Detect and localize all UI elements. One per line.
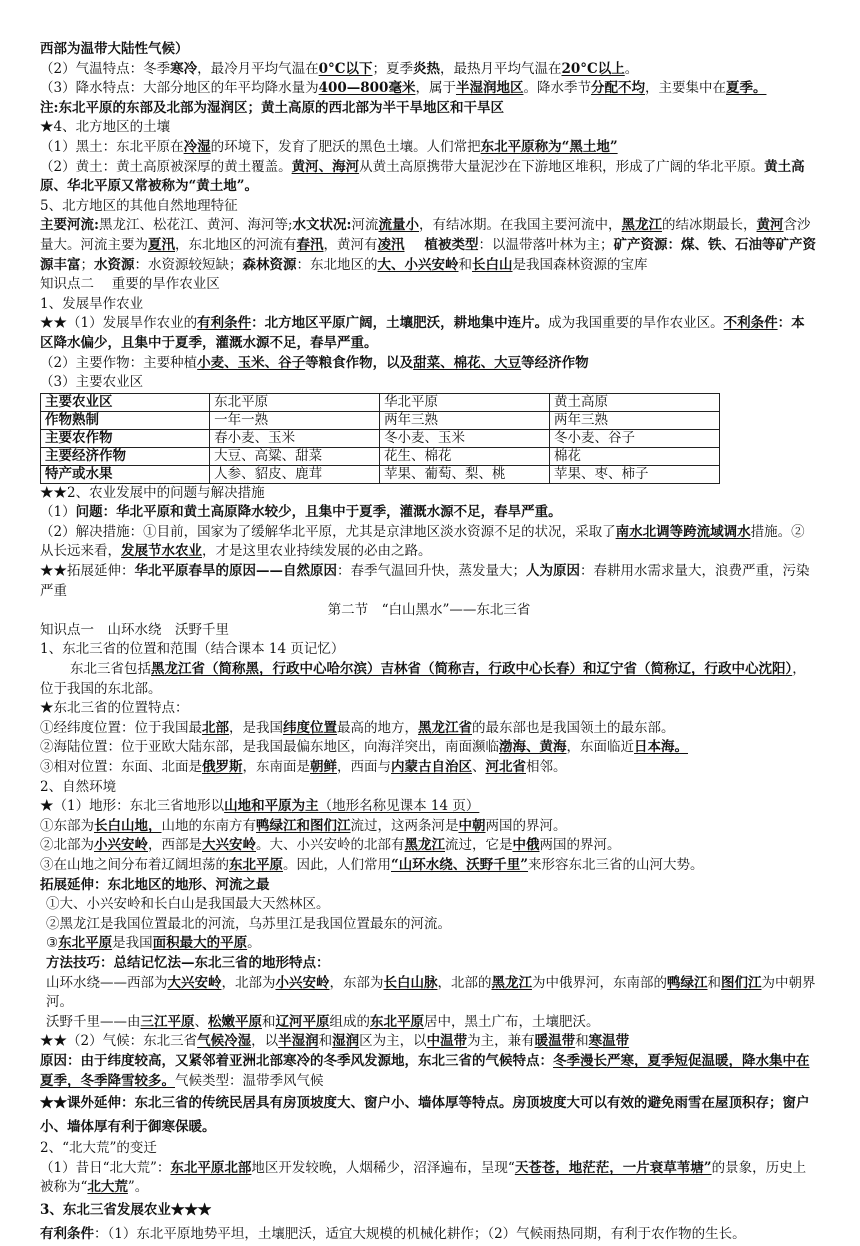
section-heading: 5、北方地区的其他自然地理特征 xyxy=(40,197,238,214)
text: 措施。②从长远来看， xyxy=(40,523,805,560)
table-cell: 一年一熟 xyxy=(210,411,380,429)
text-line xyxy=(40,797,818,817)
text: 河流 xyxy=(351,217,379,234)
text: 等经济作物 xyxy=(521,354,589,371)
text: 山地的东南方有 xyxy=(161,817,256,834)
table-cell: 冬小麦、谷子 xyxy=(550,429,720,447)
text: 为中俄界河，东南部的 xyxy=(532,974,667,991)
text: 俄罗斯 xyxy=(202,759,243,775)
text: ；夏季 xyxy=(372,60,413,77)
table-cell: 两年三熟 xyxy=(550,411,720,429)
text: ，东部为 xyxy=(329,974,384,991)
text: ★★拓展延伸： xyxy=(40,563,135,580)
text: 大兴安岭 xyxy=(202,837,256,854)
text: 黑龙江 xyxy=(621,217,663,234)
table-cell: 主要农作物 xyxy=(41,429,210,447)
text: 森林资源 xyxy=(242,256,297,273)
text: 春汛 xyxy=(296,236,324,253)
table-row xyxy=(41,465,720,483)
text-line xyxy=(40,974,818,1013)
text: 气候类型：温带季风气候 xyxy=(175,1072,324,1089)
text: 炎热 xyxy=(412,60,440,77)
text: 、 xyxy=(472,759,486,775)
text: 面积最大的平原 xyxy=(152,935,248,952)
table-cell: 主要农业区 xyxy=(41,393,210,411)
table-cell: 作物熟制 xyxy=(41,411,210,429)
text: 河北省 xyxy=(485,759,526,775)
table-cell: 春小麦、玉米 xyxy=(210,429,380,447)
text: 两国的界河。 xyxy=(539,837,621,854)
text: 内蒙古自治区 xyxy=(391,759,472,775)
text: 黑龙江 xyxy=(491,974,532,991)
text: ①经纬度位置：位于我国最 xyxy=(40,719,202,736)
text: 、 xyxy=(194,1013,208,1030)
table-row xyxy=(41,447,720,465)
text: 长白山 xyxy=(472,256,513,273)
text: 东北平原 xyxy=(58,935,113,952)
table-cell: 东北平原 xyxy=(210,393,380,411)
table-cell: 冬小麦、玉米 xyxy=(380,429,550,447)
text: 。降水季节 xyxy=(523,80,591,97)
section-title: 第二节 “白山黑水”——东北三省 xyxy=(327,602,531,619)
text: ：以温带落叶林为主； xyxy=(478,236,614,253)
text: 夏汛 xyxy=(148,236,175,253)
text-line xyxy=(40,523,818,562)
text: 三江平原 xyxy=(140,1013,195,1030)
text: 来形容东北三省的山河大势。 xyxy=(528,856,704,873)
text: 纬度位置 xyxy=(283,719,337,736)
text: 日本海。 xyxy=(634,739,688,756)
text: 从黄土高原携带大量泥沙在下游地区堆积，形成了广阔的华北平原。 xyxy=(359,158,765,175)
text: 鸭绿江和图们江 xyxy=(256,817,351,834)
text: （2）主要作物：主要种植 xyxy=(40,354,198,371)
text: 水文状况: xyxy=(292,217,352,234)
text: 最高的地方， xyxy=(337,719,418,736)
text: 相邻。 xyxy=(526,759,567,775)
text: 和 xyxy=(458,256,472,273)
text: ，位于我国的东北部。 xyxy=(40,661,806,697)
text: ③在山地之间分布着辽阔坦荡的 xyxy=(40,856,229,873)
text-line xyxy=(40,856,818,876)
text: 小兴安岭 xyxy=(94,837,148,854)
text: 的环境下，发育了肥沃的黑色土壤。人们常把 xyxy=(210,138,481,155)
text: ：水资源较短缺； xyxy=(134,256,243,273)
text: 山环水绕——西部为 xyxy=(46,974,168,991)
text-line: 注:东北平原的东部及北部为湿润区；黄土高原的西北部为半干旱地区和干旱区 xyxy=(40,99,504,116)
text: 不利条件 xyxy=(723,315,778,332)
text: 东北三省包括 xyxy=(70,661,151,678)
text: （地形名称见课本 14 页） xyxy=(318,798,480,815)
text: ③相对位置：东面、北面是 xyxy=(40,759,202,775)
text: 甜菜、棉花、大豆 xyxy=(413,354,522,371)
text: 是我国森林资源的宝库 xyxy=(512,256,648,273)
text-line xyxy=(40,1052,818,1091)
text: ，东北地区的河流有 xyxy=(175,236,297,253)
text-line xyxy=(40,314,818,353)
text: ，黄河有 xyxy=(323,236,378,253)
text: 。 xyxy=(624,60,639,77)
text: 天苍苍，地茫茫，一片衰草苇塘” xyxy=(514,1159,712,1176)
text: 组成的 xyxy=(329,1013,370,1030)
table-cell: 两年三熟 xyxy=(380,411,550,429)
text: 暖温带 xyxy=(534,1033,576,1050)
text: 黄土高原、华北平原又常被称为“黄土地”。 xyxy=(40,158,805,195)
text: （1）昔日“北大荒”： xyxy=(40,1159,171,1176)
text: ★★（2）气候：东北三省 xyxy=(40,1033,198,1050)
text-line xyxy=(40,934,818,954)
text: 成为我国重要的旱作农业区。 xyxy=(548,315,724,332)
text: ★（1）地形：东北三省地形以 xyxy=(40,798,225,815)
text: 东北平原北部 xyxy=(170,1159,252,1176)
text: 小麦、玉米、谷子 xyxy=(197,354,306,371)
text: ，西部是 xyxy=(148,837,202,854)
text: 鸭绿江 xyxy=(667,974,708,991)
table-cell: 花生、棉花 xyxy=(380,447,550,465)
text: （2）黄土：黄土高原被深厚的黄土覆盖。 xyxy=(40,158,292,175)
text-line: 拓展延伸：东北地区的地形、河流之最 xyxy=(40,876,270,893)
table-cell: 华北平原 xyxy=(380,393,550,411)
text: 辽河平原 xyxy=(275,1013,330,1030)
text: 的景象，历史上被称为“ xyxy=(40,1159,807,1196)
section-heading: 1、发展旱作农业 xyxy=(40,295,144,312)
text: ，是我国 xyxy=(229,719,283,736)
text: 南水北调等跨流域调水 xyxy=(615,523,751,540)
text: 半湿润 xyxy=(278,1033,319,1050)
text: 湿润 xyxy=(332,1033,360,1050)
text: ②北部为 xyxy=(40,837,94,854)
text-line xyxy=(40,216,818,275)
text: 。大、小兴安岭的北部有 xyxy=(256,837,405,854)
table-cell: 黄土高原 xyxy=(550,393,720,411)
text: 冬季漫长严寒，夏季短促温暖，降水集中在夏季，冬季降雪较多。 xyxy=(40,1052,810,1089)
text: 和 xyxy=(262,1013,276,1030)
text: ，有结冰期。在我国主要河流中， xyxy=(419,217,622,234)
text: 是我国 xyxy=(112,935,153,952)
text: 流过，这两条河是 xyxy=(350,817,459,834)
table-cell: 人参、貂皮、鹿茸 xyxy=(210,465,380,483)
text: 冷湿 xyxy=(183,138,211,155)
text: ：北方地区平原广阔，土壤肥沃，耕地集中连片。 xyxy=(251,315,549,332)
text: ，主要集中在 xyxy=(644,80,726,97)
text: 流量小 xyxy=(378,217,420,234)
text-line: 方法技巧：总结记忆法—东北三省的地形特点： xyxy=(46,954,330,971)
text-line xyxy=(40,562,818,601)
text: 的最东部也是我国领土的最东部。 xyxy=(472,719,675,736)
text: 山地和平原为主 xyxy=(224,798,319,815)
text: ，才是这里农业持续发展的必由之路。 xyxy=(202,543,432,560)
text-line xyxy=(40,758,818,778)
table-cell: 主要经济作物 xyxy=(41,447,210,465)
text-line xyxy=(40,79,818,99)
text: 。因此，人们常用 xyxy=(283,856,391,873)
table-cell: 大豆、高粱、甜菜 xyxy=(210,447,380,465)
section-heading: ★4、北方地区的土壤 xyxy=(40,119,171,136)
text: 为中朝界河。 xyxy=(46,974,816,1011)
section-heading: 2、“北大荒”的变迁 xyxy=(40,1140,157,1157)
text: ，北部的 xyxy=(437,974,492,991)
text: ：春耕用水需求量大，浪费严重，污染严重 xyxy=(40,563,810,599)
text-line xyxy=(40,354,818,374)
section-heading: 知识点二 重要的旱作农业区 xyxy=(40,276,220,293)
text: 黑龙江省 xyxy=(418,719,472,736)
section-heading: 2、自然环境 xyxy=(40,778,117,795)
text-line xyxy=(40,817,818,837)
text: 400—800毫米 xyxy=(318,80,416,97)
agriculture-table xyxy=(40,393,720,484)
text: 黄河 xyxy=(756,217,784,234)
text-line xyxy=(40,503,818,523)
text: ：春季气温回升快，蒸发量大； xyxy=(337,563,526,580)
text: ，以 xyxy=(251,1033,279,1050)
text: 问题：华北平原和黄土高原降水较少，且集中于夏季，灌溉水源不足，春旱严重。 xyxy=(75,504,562,521)
text: ，西面与 xyxy=(337,759,391,775)
text: ：本区降水偏少，且集中于夏季，灌溉水源不足，春旱严重。 xyxy=(40,315,805,351)
text: ①东部为 xyxy=(40,817,94,834)
text: （1）黑土：东北平原在 xyxy=(40,138,184,155)
text: 夏季。 xyxy=(725,80,767,97)
text: 大、小兴安岭 xyxy=(377,256,459,273)
text: 黑龙江 xyxy=(404,837,445,854)
table-row xyxy=(41,411,720,429)
text-line: （3）主要农业区 xyxy=(40,374,144,391)
text: 沃野千里——由 xyxy=(46,1013,141,1030)
text: 朝鲜 xyxy=(310,759,337,775)
text: 两国的界河。 xyxy=(485,817,567,834)
text: 有利条件 xyxy=(40,1225,94,1242)
text: 渤海、黄海 xyxy=(499,739,567,756)
text: 主要河流: xyxy=(40,217,99,234)
table-cell: 特产或水果 xyxy=(41,465,210,483)
section-heading: ★东北三省的位置特点： xyxy=(40,700,189,717)
text: 长白山脉 xyxy=(383,974,438,991)
text: ★★（1）发展旱作农业的 xyxy=(40,315,198,332)
table-cell: 棉花 xyxy=(550,447,720,465)
text: 东北平原 xyxy=(370,1013,424,1030)
text: 寒温带 xyxy=(588,1033,630,1050)
text: 黄河、海河 xyxy=(291,158,360,175)
text-line: ★★课外延伸：东北三省的传统民居具有房顶坡度大、窗户小、墙体厚等特点。房顶坡度大可以有效的避免雨雪在屋顶积存；窗户小、墙体厚有利于御寒保暖。 xyxy=(40,1095,810,1136)
text: ，东面临近 xyxy=(566,739,634,756)
table-cell: 苹果、葡萄、梨、桃 xyxy=(380,465,550,483)
text: ，最热月平均气温在 xyxy=(439,60,562,77)
text: 寒冷 xyxy=(170,60,198,77)
text: 中温带 xyxy=(426,1033,468,1050)
text-line xyxy=(40,836,818,856)
text: （3）降水特点：大部分地区的年平均降水量为 xyxy=(40,80,319,97)
section-heading: 3、东北三省发展农业★★★ xyxy=(40,1201,212,1218)
text: “山环水绕、沃野千里” xyxy=(391,856,529,873)
text-line xyxy=(40,738,818,758)
text: 为主，兼有 xyxy=(467,1033,535,1050)
text: （1） xyxy=(40,504,76,521)
text: 松嫩平原 xyxy=(208,1013,262,1030)
text: 流过，它是 xyxy=(445,837,513,854)
text: ，东南面是 xyxy=(242,759,310,775)
text: 20°C以上 xyxy=(561,60,625,77)
text: 小兴安岭 xyxy=(275,974,330,991)
text: 图们江 xyxy=(721,974,762,991)
text-line xyxy=(40,60,818,80)
text: ③ xyxy=(46,935,59,952)
text-line xyxy=(40,138,818,158)
text: ②海陆位置：位于亚欧大陆东部，是我国最偏东地区，向海洋突出，南面濒临 xyxy=(40,739,499,756)
text-line: 西部为温带大陆性气候） xyxy=(40,41,189,57)
text: 分配不均 xyxy=(590,80,645,97)
text: 凌汛 xyxy=(377,236,405,253)
text: 大兴安岭 xyxy=(167,974,222,991)
text: （2）气温特点：冬季 xyxy=(40,60,171,77)
text: 和 xyxy=(575,1033,589,1050)
text: 中朝 xyxy=(458,817,486,834)
text: 黑龙江、松花江、黄河、海河等; xyxy=(98,217,293,234)
text: 有利条件 xyxy=(197,315,252,332)
text-line xyxy=(40,158,818,197)
text-line xyxy=(40,1013,818,1033)
text: 居中，黑土广布，土壤肥沃。 xyxy=(424,1013,600,1030)
text: 含沙量大。河流主要为 xyxy=(40,217,811,253)
text: 的结冰期最长， xyxy=(662,217,757,234)
text: ：东北地区的 xyxy=(296,256,378,273)
text: （2）解决措施：①目前，国家为了缓解华北平原，尤其是京津地区淡水资源不足的状况，采取了 xyxy=(40,523,616,540)
text: 北大荒 xyxy=(87,1179,128,1196)
text: ； xyxy=(80,256,94,273)
table-row xyxy=(41,393,720,411)
text-line: ①大、小兴安岭和长白山是我国最大天然林区。 xyxy=(46,896,330,913)
text: 中俄 xyxy=(512,837,540,854)
text: 气候冷湿 xyxy=(197,1033,252,1050)
text-line xyxy=(40,1159,818,1198)
text: 水资源 xyxy=(94,256,135,273)
text: 。 xyxy=(247,935,261,952)
text: 东北平原 xyxy=(229,856,283,873)
text: 半湿润地区 xyxy=(455,80,524,97)
text: 和 xyxy=(707,974,721,991)
text: 地区开发较晚，人烟稀少，沼泽遍布，呈现“ xyxy=(251,1159,515,1176)
text: ，属于 xyxy=(415,80,456,97)
text-line xyxy=(40,1032,818,1052)
text-line xyxy=(40,719,818,739)
text: 等粮食作物，以及 xyxy=(305,354,414,371)
text: 植被类型 xyxy=(424,236,479,253)
text: 华北平原春旱的原因——自然原因 xyxy=(134,563,337,580)
section-heading: ★★2、农业发展中的问题与解决措施 xyxy=(40,484,265,501)
section-heading: 知识点一 山环水绕 沃野千里 xyxy=(40,621,229,638)
text: 北部 xyxy=(202,719,229,736)
text: 东北平原称为“黑土地” xyxy=(480,138,618,155)
section-heading: 1、东北三省的位置和范围（结合课本 14 页记忆） xyxy=(40,641,345,658)
text: 黑龙江省（简称黑，行政中心哈尔滨）吉林省（简称吉，行政中心长春）和辽宁省（简称辽，行政中心沈阳） xyxy=(151,661,793,678)
text: 和 xyxy=(318,1033,333,1050)
table-cell: 苹果、枣、柿子 xyxy=(550,465,720,483)
text: ，北部为 xyxy=(221,974,276,991)
text: 矿产资源：煤、铁、石油等矿产资源丰富 xyxy=(40,236,816,273)
text: 长白山地， xyxy=(94,817,162,834)
text: 0°C以下 xyxy=(318,60,373,77)
text: ：（1）东北平原地势平坦，土壤肥沃，适宜大规模的机械化耕作；（2）气候雨热同期，有利于农作物的生长。 xyxy=(94,1225,746,1242)
text-line xyxy=(40,1222,818,1246)
text: 人为原因 xyxy=(526,563,580,580)
table-row xyxy=(41,429,720,447)
text: ”。 xyxy=(127,1179,149,1196)
text: 原因：由于纬度较高，又紧邻着亚洲北部寒冷的冬季风发源地，东北三省的气候特点： xyxy=(40,1052,553,1069)
text-line: ②黑龙江是我国位置最北的河流，乌苏里江是我国位置最东的河流。 xyxy=(46,915,451,932)
text: ，最冷月平均气温在 xyxy=(197,60,319,77)
text: 发展节水农业 xyxy=(121,543,202,560)
text-line xyxy=(40,660,818,699)
text: 区为主，以 xyxy=(359,1033,427,1050)
